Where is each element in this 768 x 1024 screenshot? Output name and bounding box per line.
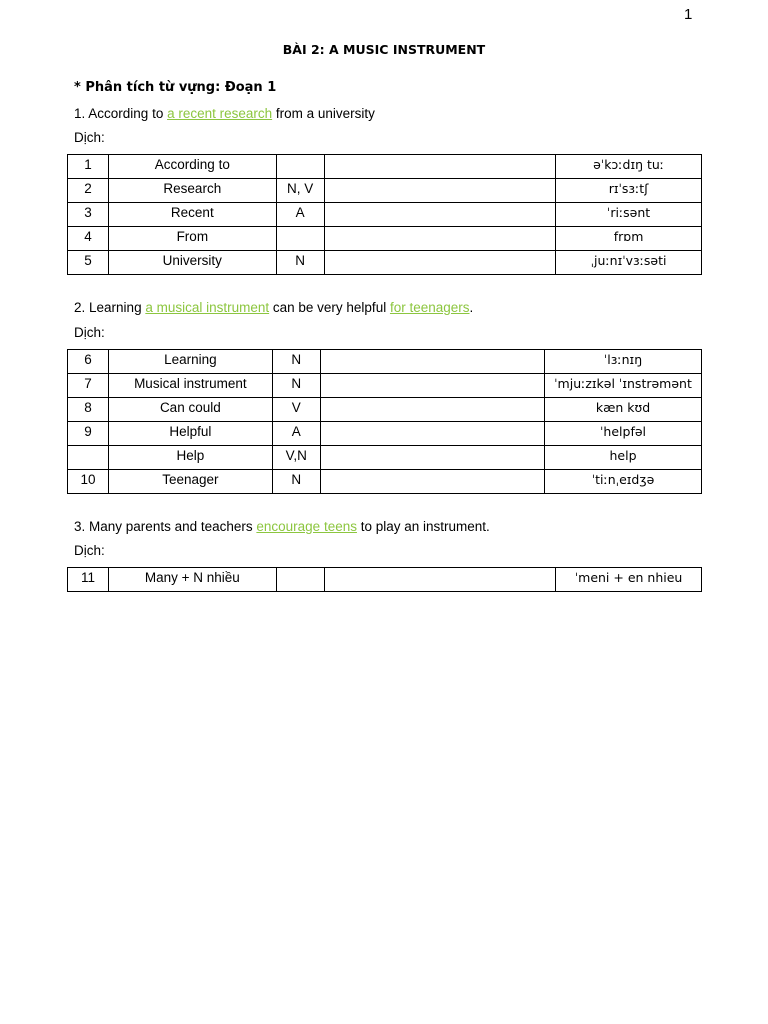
ipa-cell: əˈkɔːdɪŋ tuː (556, 155, 702, 179)
word-type: N (272, 350, 320, 374)
vocab-word: According to (108, 155, 276, 179)
sentence-text: According to (88, 106, 168, 121)
vocab-word: Research (108, 179, 276, 203)
row-number: 11 (68, 568, 109, 592)
meaning-cell (324, 179, 555, 203)
row-number: 2 (68, 179, 109, 203)
vocabulary-table-2 (67, 349, 702, 494)
ipa-cell: ˌjuːnɪˈvɜːsəti (556, 251, 702, 275)
ipa-cell: ˈmeni + en nhieu (556, 568, 702, 592)
sentence-text: . (469, 300, 474, 315)
word-type: N (276, 251, 324, 275)
ipa-cell: ˈmjuːzɪkəl ˈɪnstrəmənt (545, 374, 702, 398)
row-number: 6 (68, 350, 109, 374)
word-type: N (272, 374, 320, 398)
row-number: 3 (68, 203, 109, 227)
vocabulary-table-3 (67, 567, 702, 592)
table-row (68, 155, 702, 179)
sentence-text: to play an instrument. (356, 519, 490, 534)
table-row (68, 398, 702, 422)
vocab-word: Many + N nhiều (108, 568, 276, 592)
ipa-cell: ˈlɜːnɪŋ (545, 350, 702, 374)
word-type: V,N (272, 446, 320, 470)
sentence-text: Many parents and teachers (89, 519, 257, 534)
meaning-cell (324, 251, 555, 275)
table-row (68, 179, 702, 203)
table-row (68, 568, 702, 592)
word-type (276, 568, 324, 592)
sentence-2 (74, 300, 473, 315)
ipa-cell: ˈtiːnˌeɪdʒə (545, 470, 702, 494)
table-row (68, 422, 702, 446)
meaning-cell (320, 374, 544, 398)
meaning-cell (324, 568, 555, 592)
ipa-cell: help (545, 446, 702, 470)
translation-label: Dịch: (74, 543, 105, 558)
meaning-cell (320, 470, 544, 494)
row-number: 9 (68, 422, 109, 446)
vocab-word: Teenager (108, 470, 272, 494)
sentence-number: 1. (74, 106, 86, 121)
meaning-cell (320, 422, 544, 446)
section-heading: * Phân tích từ vựng: Đoạn 1 (74, 80, 277, 95)
ipa-cell: rɪˈsɜːtʃ (556, 179, 702, 203)
word-type: A (276, 203, 324, 227)
table-row (68, 374, 702, 398)
ipa-cell: kæn kʊd (545, 398, 702, 422)
meaning-cell (320, 446, 544, 470)
word-type: V (272, 398, 320, 422)
vocab-word: Learning (108, 350, 272, 374)
table-row (68, 203, 702, 227)
word-type (276, 227, 324, 251)
row-number: 10 (68, 470, 109, 494)
vocab-word: Recent (108, 203, 276, 227)
table-row (68, 446, 702, 470)
row-number: 4 (68, 227, 109, 251)
sentence-text: Learning (89, 300, 146, 315)
translation-label: Dịch: (74, 130, 105, 145)
ipa-cell: ˈhelpfəl (545, 422, 702, 446)
highlighted-phrase: for teenagers (389, 300, 470, 315)
table-row (68, 470, 702, 494)
word-type (276, 155, 324, 179)
row-number: 7 (68, 374, 109, 398)
highlighted-phrase: a recent research (167, 106, 273, 121)
highlighted-phrase: encourage teens (256, 519, 357, 534)
meaning-cell (324, 155, 555, 179)
sentence-text: from a university (272, 106, 375, 121)
meaning-cell (320, 350, 544, 374)
sentence-1 (74, 106, 375, 121)
row-number (68, 446, 109, 470)
document-title: BÀI 2: A MUSIC INSTRUMENT (282, 42, 486, 57)
sentence-number: 3. (74, 519, 86, 534)
vocab-word: Helpful (108, 422, 272, 446)
word-type: N, V (276, 179, 324, 203)
highlighted-phrase: a musical instrument (145, 300, 270, 315)
ipa-cell: frɒm (556, 227, 702, 251)
vocab-word: Can could (108, 398, 272, 422)
vocab-word: Musical instrument (108, 374, 272, 398)
translation-label: Dịch: (74, 325, 105, 340)
word-type: A (272, 422, 320, 446)
sentence-3 (74, 519, 490, 534)
meaning-cell (320, 398, 544, 422)
vocabulary-table-1 (67, 154, 702, 275)
table-row (68, 251, 702, 275)
row-number: 5 (68, 251, 109, 275)
meaning-cell (324, 227, 555, 251)
meaning-cell (324, 203, 555, 227)
vocab-word: From (108, 227, 276, 251)
ipa-cell: ˈriːsənt (556, 203, 702, 227)
word-type: N (272, 470, 320, 494)
row-number: 8 (68, 398, 109, 422)
table-row (68, 227, 702, 251)
table-row (68, 350, 702, 374)
vocab-word: Help (108, 446, 272, 470)
vocab-word: University (108, 251, 276, 275)
sentence-number: 2. (74, 300, 86, 315)
sentence-text: can be very helpful (269, 300, 390, 315)
page-number: 1 (684, 6, 693, 23)
row-number: 1 (68, 155, 109, 179)
